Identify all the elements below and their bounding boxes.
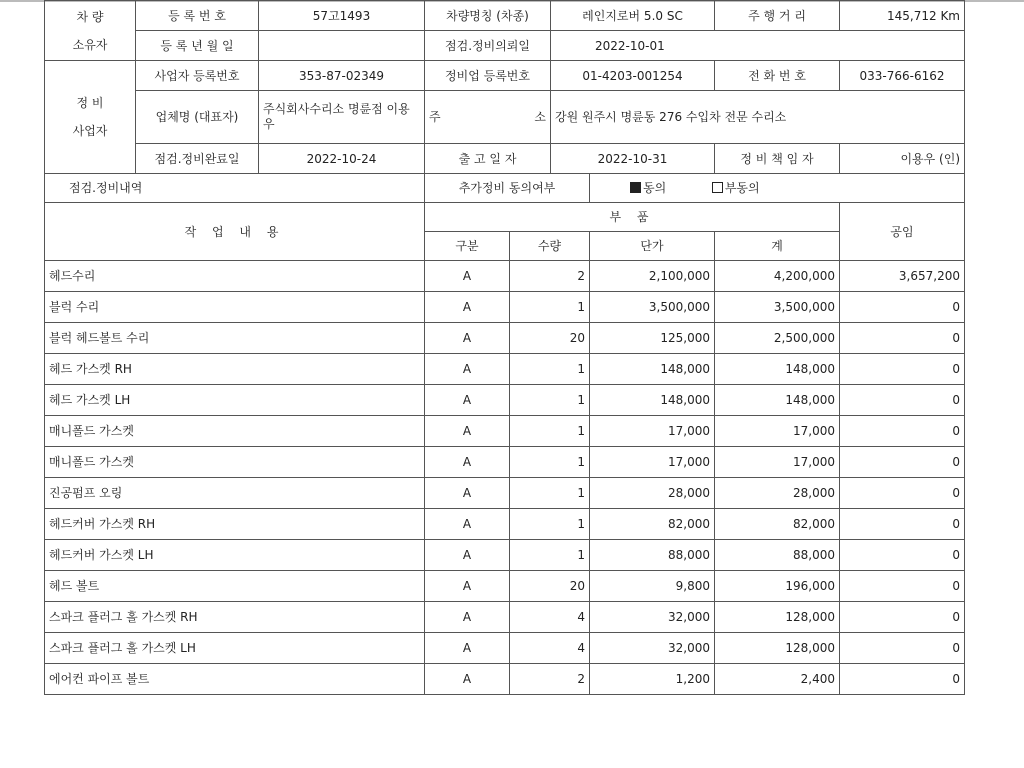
shop-group-label — [45, 61, 136, 174]
parts-body — [45, 261, 965, 695]
repair-statement-sheet — [44, 0, 964, 768]
vehicle-row-1 — [45, 1, 965, 31]
unit-price-cell: 17,000 — [590, 416, 715, 447]
labor-cell: 0 — [840, 416, 965, 447]
type-cell: A — [425, 261, 510, 292]
labor-cell: 0 — [840, 354, 965, 385]
header-table — [44, 0, 965, 174]
work-summary-table — [44, 173, 965, 203]
labor-cell: 0 — [840, 664, 965, 695]
labor-cell: 0 — [840, 602, 965, 633]
labor-header: 공임 — [840, 203, 965, 261]
unit-price-cell: 125,000 — [590, 323, 715, 354]
unit-price-cell: 9,800 — [590, 571, 715, 602]
address-label — [425, 91, 551, 144]
work-summary-row — [45, 174, 965, 203]
shop-reg-value: 01-4203-001254 — [551, 61, 715, 91]
col-type-header: 구분 — [425, 232, 510, 261]
total-cell: 128,000 — [715, 633, 840, 664]
total-cell: 2,500,000 — [715, 323, 840, 354]
qty-cell: 4 — [510, 633, 590, 664]
shop-group-label-line1: 정 비 — [76, 96, 104, 110]
release-date-label: 출 고 일 자 — [425, 144, 551, 174]
labor-cell: 0 — [840, 633, 965, 664]
address-label-left: 주 — [429, 110, 441, 124]
table-row — [45, 478, 965, 509]
total-cell: 3,500,000 — [715, 292, 840, 323]
work-item-cell: 매니폴드 가스켓 — [45, 416, 425, 447]
table-row — [45, 664, 965, 695]
shop-group-label-line2: 사업자 — [72, 124, 108, 138]
qty-cell: 2 — [510, 664, 590, 695]
mileage-value: 145,712 Km — [840, 1, 965, 31]
table-row — [45, 292, 965, 323]
done-date-label: 점검.정비완료일 — [136, 144, 259, 174]
type-cell: A — [425, 602, 510, 633]
table-row — [45, 540, 965, 571]
unit-price-cell: 28,000 — [590, 478, 715, 509]
unit-price-cell: 88,000 — [590, 540, 715, 571]
total-cell: 4,200,000 — [715, 261, 840, 292]
type-cell: A — [425, 540, 510, 571]
total-cell: 128,000 — [715, 602, 840, 633]
vehicle-group-label-line1: 차 량 — [76, 9, 104, 24]
table-row — [45, 385, 965, 416]
address-value: 강원 원주시 명륜동 276 수입차 전문 수리소 — [551, 91, 965, 144]
type-cell: A — [425, 478, 510, 509]
total-cell: 148,000 — [715, 354, 840, 385]
model-value: 레인지로버 5.0 SC — [551, 1, 715, 31]
disagree-checkbox[interactable] — [712, 182, 723, 193]
unit-price-cell: 3,500,000 — [590, 292, 715, 323]
unit-price-cell: 1,200 — [590, 664, 715, 695]
type-cell: A — [425, 385, 510, 416]
work-item-cell: 에어컨 파이프 볼트 — [45, 664, 425, 695]
total-cell: 28,000 — [715, 478, 840, 509]
consent-options — [590, 174, 965, 203]
shop-name-label: 업체명 (대표자) — [136, 91, 259, 144]
unit-price-cell: 82,000 — [590, 509, 715, 540]
col-unit-price-header: 단가 — [590, 232, 715, 261]
type-cell: A — [425, 416, 510, 447]
qty-cell: 1 — [510, 292, 590, 323]
parts-table — [44, 202, 965, 695]
labor-cell: 0 — [840, 540, 965, 571]
qty-cell: 1 — [510, 540, 590, 571]
shop-row-3 — [45, 144, 965, 174]
reg-date-value — [259, 31, 425, 61]
total-cell: 17,000 — [715, 447, 840, 478]
work-item-cell: 헤드커버 가스켓 LH — [45, 540, 425, 571]
consent-label: 추가정비 동의여부 — [425, 174, 590, 203]
qty-cell: 1 — [510, 416, 590, 447]
type-cell: A — [425, 447, 510, 478]
phone-value: 033-766-6162 — [840, 61, 965, 91]
table-row — [45, 602, 965, 633]
type-cell: A — [425, 323, 510, 354]
reg-date-label: 등 록 년 월 일 — [136, 31, 259, 61]
table-row — [45, 633, 965, 664]
labor-cell: 3,657,200 — [840, 261, 965, 292]
work-item-cell: 진공펌프 오링 — [45, 478, 425, 509]
work-item-cell: 헤드 볼트 — [45, 571, 425, 602]
type-cell: A — [425, 354, 510, 385]
work-item-cell: 매니폴드 가스켓 — [45, 447, 425, 478]
work-item-cell: 스파크 플러그 홀 가스켓 RH — [45, 602, 425, 633]
table-row — [45, 416, 965, 447]
type-cell: A — [425, 571, 510, 602]
unit-price-cell: 32,000 — [590, 602, 715, 633]
type-cell: A — [425, 633, 510, 664]
qty-cell: 20 — [510, 323, 590, 354]
total-cell: 17,000 — [715, 416, 840, 447]
reg-no-value: 57고1493 — [259, 1, 425, 31]
vehicle-group-label-line2: 소유자 — [72, 37, 108, 52]
work-item-cell: 블럭 수리 — [45, 292, 425, 323]
work-item-cell: 헤드 가스켓 RH — [45, 354, 425, 385]
address-label-right: 소 — [534, 110, 546, 124]
parts-group-header: 부 품 — [425, 203, 840, 232]
shop-row-1 — [45, 61, 965, 91]
request-date-value: 2022-10-01 — [551, 31, 965, 61]
shop-reg-label: 정비업 등록번호 — [425, 61, 551, 91]
table-row — [45, 323, 965, 354]
total-cell: 2,400 — [715, 664, 840, 695]
mileage-label: 주 행 거 리 — [715, 1, 840, 31]
biz-no-label: 사업자 등록번호 — [136, 61, 259, 91]
col-total-header: 계 — [715, 232, 840, 261]
request-date-label: 점검.정비의뢰일 — [425, 31, 551, 61]
work-item-cell: 블럭 헤드볼트 수리 — [45, 323, 425, 354]
labor-cell: 0 — [840, 323, 965, 354]
labor-cell: 0 — [840, 571, 965, 602]
table-row — [45, 354, 965, 385]
manager-label: 정 비 책 임 자 — [715, 144, 840, 174]
qty-cell: 1 — [510, 509, 590, 540]
total-cell: 148,000 — [715, 385, 840, 416]
agree-checkbox[interactable] — [630, 182, 641, 193]
labor-cell: 0 — [840, 385, 965, 416]
biz-no-value: 353-87-02349 — [259, 61, 425, 91]
disagree-label: 부동의 — [724, 181, 760, 195]
total-cell: 88,000 — [715, 540, 840, 571]
work-item-cell: 헤드수리 — [45, 261, 425, 292]
table-row — [45, 447, 965, 478]
table-row — [45, 261, 965, 292]
total-cell: 82,000 — [715, 509, 840, 540]
work-item-cell: 헤드 가스켓 LH — [45, 385, 425, 416]
unit-price-cell: 148,000 — [590, 385, 715, 416]
work-history-label: 점검.정비내역 — [45, 174, 425, 203]
qty-cell: 1 — [510, 354, 590, 385]
reg-no-label: 등 록 번 호 — [136, 1, 259, 31]
qty-cell: 2 — [510, 261, 590, 292]
qty-cell: 1 — [510, 385, 590, 416]
type-cell: A — [425, 292, 510, 323]
labor-cell: 0 — [840, 292, 965, 323]
qty-cell: 1 — [510, 478, 590, 509]
labor-cell: 0 — [840, 447, 965, 478]
vehicle-owner-group-label — [45, 1, 136, 61]
vehicle-row-2 — [45, 31, 965, 61]
qty-cell: 4 — [510, 602, 590, 633]
shop-row-2 — [45, 91, 965, 144]
total-cell: 196,000 — [715, 571, 840, 602]
work-item-cell: 헤드커버 가스켓 RH — [45, 509, 425, 540]
type-cell: A — [425, 509, 510, 540]
labor-cell: 0 — [840, 478, 965, 509]
shop-name-value: 주식회사수리소 명륜점 이용우 — [259, 91, 425, 144]
done-date-value: 2022-10-24 — [259, 144, 425, 174]
col-qty-header: 수량 — [510, 232, 590, 261]
release-date-value: 2022-10-31 — [551, 144, 715, 174]
table-row — [45, 509, 965, 540]
type-cell: A — [425, 664, 510, 695]
qty-cell: 20 — [510, 571, 590, 602]
qty-cell: 1 — [510, 447, 590, 478]
table-row — [45, 571, 965, 602]
labor-cell: 0 — [840, 509, 965, 540]
unit-price-cell: 17,000 — [590, 447, 715, 478]
agree-label: 동의 — [643, 181, 667, 195]
unit-price-cell: 32,000 — [590, 633, 715, 664]
work-item-cell: 스파크 플러그 홀 가스켓 LH — [45, 633, 425, 664]
model-label: 차량명칭 (차종) — [425, 1, 551, 31]
unit-price-cell: 148,000 — [590, 354, 715, 385]
phone-label: 전 화 번 호 — [715, 61, 840, 91]
work-content-header: 작 업 내 용 — [45, 203, 425, 261]
manager-value: 이용우 (인) — [840, 144, 965, 174]
unit-price-cell: 2,100,000 — [590, 261, 715, 292]
parts-header-row-1 — [45, 203, 965, 232]
